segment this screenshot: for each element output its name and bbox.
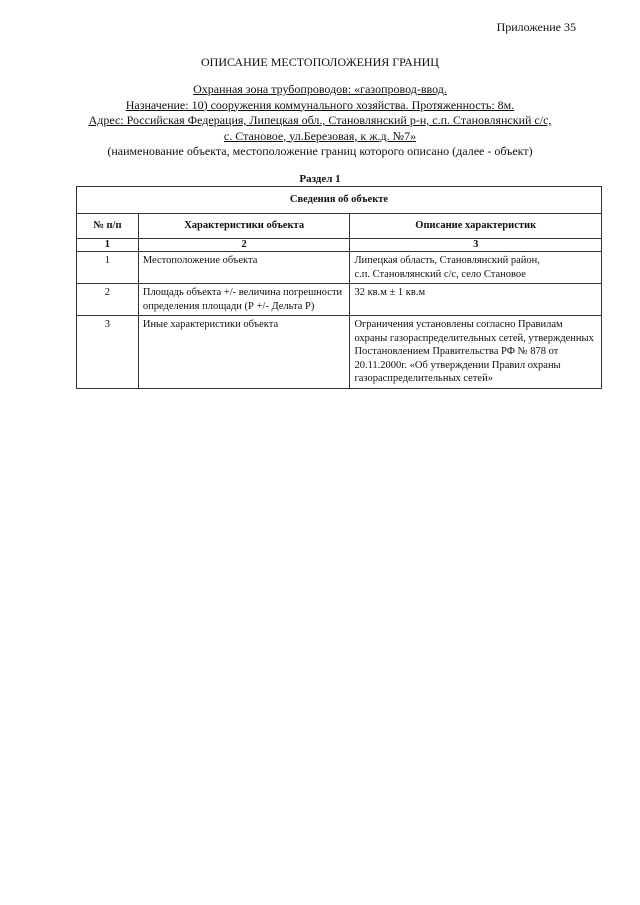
subject-line: Назначение: 10) сооружения коммунального хозяйства. Протяженность: 8м. [125, 97, 515, 112]
row-characteristic: Иные характеристики объекта [138, 316, 350, 389]
column-number: 2 [138, 239, 350, 252]
row-description: Липецкая область, Становлянский район, с.п. Становлянский с/с, село Становое [350, 252, 602, 284]
subject-line: с. Становое, ул.Березовая, к ж.д. №7» [223, 128, 417, 143]
column-header: № п/п [77, 214, 139, 239]
subject-line: Охранная зона трубопроводов: «газопровод-ввод. [193, 82, 447, 96]
column-header: Описание характеристик [350, 214, 602, 239]
row-number: 2 [77, 284, 139, 316]
row-characteristic: Местоположение объекта [138, 252, 350, 284]
row-number: 3 [77, 316, 139, 389]
object-description [60, 82, 580, 160]
table-row [77, 252, 602, 284]
subject-line: Адрес: Российская Федерация, Липецкая обл., Становлянский р-н, с.п. Становлянский с/с, [88, 113, 552, 127]
column-header: Характеристики объекта [138, 214, 350, 239]
table-row [77, 316, 602, 389]
column-number: 3 [350, 239, 602, 252]
table-row [77, 284, 602, 316]
section-title: Раздел 1 [299, 173, 341, 185]
column-number: 1 [77, 239, 139, 252]
table-heading: Сведения об объекте [77, 187, 602, 214]
document-title: ОПИСАНИЕ МЕСТОПОЛОЖЕНИЯ ГРАНИЦ [201, 55, 439, 69]
object-info-table [76, 186, 602, 389]
row-description: Ограничения установлены согласно Правилам охраны газораспределительных сетей, утвержденных Постановлением Правительства РФ № 878 от 20.11.2000г. «Об утверждении Правил охраны газораспределительных сетей» [350, 316, 602, 389]
row-number: 1 [77, 252, 139, 284]
appendix-label: Приложение 35 [496, 20, 576, 34]
row-characteristic: Площадь объекта +/- величина погрешности определения площади (Р +/- Дельта Р) [138, 284, 350, 316]
row-description: 32 кв.м ± 1 кв.м [350, 284, 602, 316]
object-caption: (наименование объекта, местоположение границ которого описано (далее - объект) [107, 144, 533, 158]
